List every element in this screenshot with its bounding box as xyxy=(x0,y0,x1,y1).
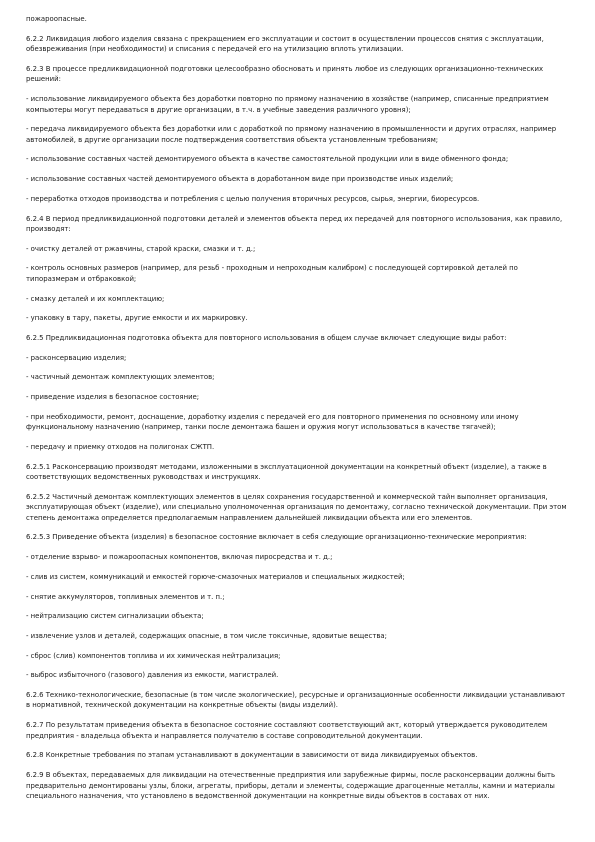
list-item: - переработка отходов производства и потребления с целью получения вторичных ресурсов, сырья, энергии, биоресурсов. xyxy=(26,194,480,203)
list-item: - извлечение узлов и деталей, содержащих опасные, в том числе токсичные, ядовитые вещества; xyxy=(26,631,387,640)
list-item: - частичный демонтаж комплектующих элементов; xyxy=(26,373,215,382)
list-item: - расконсервацию изделия; xyxy=(26,353,127,362)
paragraph-6-2-4: 6.2.4 В период предликвидационной подготовки деталей и элементов объекта перед их передачей для повторного использования, как правило, производят: xyxy=(26,214,563,233)
list-item: - использование ликвидируемого объекта без доработки повторно по прямому назначению в хозяйстве (например, списанные предприятием компьютеры могут передаваться в другие организации, в т.ч. в учебные заведения различного уровня); xyxy=(26,95,549,114)
paragraph-6-2-3: 6.2.3 В процессе предликвидационной подготовки целесообразно обосновать и принять любое из следующих организационно-технических решений: xyxy=(26,64,544,84)
list-item: - передачу и приемку отходов на полигонах СЖТП. xyxy=(26,442,215,451)
paragraph-6-2-9: 6.2.9 В объектах, передаваемых для ликвидации на отечественные предприятия или зарубежные фирмы, после расконсервации должны быть предварительно демонтированы узлы, блоки, агрегаты, приборы, детали и элементы, содержащие драгоценные металлы, камни и материалы специального назначения, что установлено в ведомственной документации на конкретные виды объектов в составах от них. xyxy=(26,771,556,800)
paragraph-6-2-6: 6.2.6 Технико-технологические, безопасные (в том числе экологические), ресурсные и организационные особенности ликвидации устанавливают в нормативной, технической документации на конкретные объекты (виды изделий). xyxy=(26,690,566,710)
paragraph-6-2-8: 6.2.8 Конкретные требования по этапам устанавливают в документации в зависимости от вида ликвидируемых объектов. xyxy=(26,751,478,760)
paragraph-continuation: пожароопасные. xyxy=(26,15,87,23)
list-item: - нейтрализацию систем сигнализации объекта; xyxy=(26,612,204,621)
list-item: - слив из систем, коммуникаций и емкостей горюче-смазочных материалов и специальных жидкостей; xyxy=(26,572,405,581)
list-item: - очистку деталей от ржавчины, старой краски, смазки и т. д.; xyxy=(26,244,256,253)
paragraph-6-2-5-1: 6.2.5.1 Расконсервацию производят методами, изложенными в эксплуатационной документации на конкретный объект (изделие), а также в соответствующих ведомственных руководствах и инструкциях. xyxy=(26,462,547,482)
list-item: - использование составных частей демонтируемого объекта в качестве самостоятельной продукции или в виде обменного фонда; xyxy=(26,155,509,164)
list-item: - приведение изделия в безопасное состояние; xyxy=(26,393,200,401)
list-item: - смазку деталей и их комплектацию; xyxy=(26,294,165,303)
list-item: - сброс (слив) компонентов топлива и их химическая нейтрализация; xyxy=(26,651,281,660)
list-item: - при необходимости, ремонт, доснащение, доработку изделия с передачей его для повторного применения по основному или иному функциональному назначению (например, танки после демонтажа башен и оружия могут использоваться в качестве тягачей); xyxy=(26,412,519,432)
list-item: - упаковку в тару, пакеты, другие емкости и их маркировку. xyxy=(26,314,248,323)
list-item: - отделение взрыво- и пожароопасных компонентов, включая пиросредства и т. д.; xyxy=(26,553,333,562)
paragraph-6-2-2: 6.2.2 Ликвидация любого изделия связана с прекращением его эксплуатации и состоит в осуществлении процессов снятия с эксплуатации, обезвреживания (при необходимости) и списания с передачей его на утилизацию вплоть утилизации. xyxy=(26,34,544,54)
paragraph-6-2-5-2: 6.2.5.2 Частичный демонтаж комплектующих элементов в целях сохранения государственной и коммерческой тайн выполняет организация, эксплуатирующая объект (изделие), или специально уполномоченная организация по демонтажу, согласно технической документации. При этом степень демонтажа определяется предполагаемым направлением дальнейшей ликвидации объекта или его элементов. xyxy=(26,492,567,522)
paragraph-6-2-5-3: 6.2.5.3 Приведение объекта (изделия) в безопасное состояние включает в себя следующие организационно-технические мероприятия: xyxy=(26,533,527,542)
list-item: - снятие аккумуляторов, топливных элементов и т. п.; xyxy=(26,592,225,601)
paragraph-6-2-5: 6.2.5 Предликвидационная подготовка объекта для повторного использования в общем случае включает следующие виды работ: xyxy=(26,333,507,342)
list-item: - выброс избыточного (газового) давления из емкости, магистралей. xyxy=(26,671,279,680)
list-item: - использование составных частей демонтируемого объекта в доработанном виде при производстве иных изделий; xyxy=(26,175,454,184)
list-item: - контроль основных размеров (например, для резьб - проходным и непроходным калибром) с последующей сортировкой деталей по типоразмерам и отбраковкой; xyxy=(26,264,518,283)
paragraph-6-2-7: 6.2.7 По результатам приведения объекта в безопасное состояние составляют соответствующий акт, который утверждается руководителем предприятия - владельца объекта и направляется получателю в составе сопроводительной документации. xyxy=(26,721,548,740)
list-item: - передача ликвидируемого объекта без доработки или с доработкой по прямому назначению в промышленности и других отраслях, например автомобилей, в другие организации после подтверждения соответствия объекта установленным требованиям; xyxy=(26,125,557,144)
